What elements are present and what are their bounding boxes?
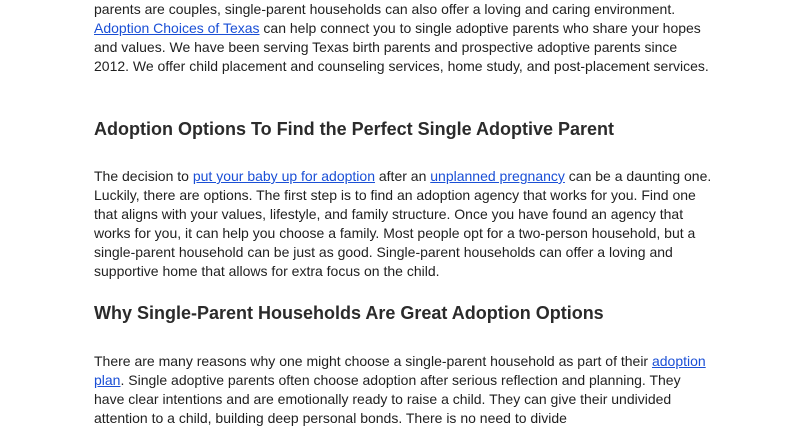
paragraph-text: . Single adoptive parents often choose adoption after serious reflection and planning. They have clear intentions and are emotionally ready to raise a child. They can give their undivided attention to a child, building deep personal bonds. There is no need to divide xyxy=(94,372,681,426)
paragraph-text: There are many reasons why one might choose a single-parent household as part of their xyxy=(94,353,652,369)
link-put-baby-up-for-adoption[interactable]: put your baby up for adoption xyxy=(192,168,375,184)
paragraph-text: parents are couples, single-parent households can also offer a loving and caring environment. xyxy=(94,1,676,17)
heading-why-single-parent: Why Single-Parent Households Are Great Adoption Options xyxy=(94,303,604,323)
paragraph-text: after an xyxy=(374,168,431,184)
link-unplanned-pregnancy[interactable]: unplanned pregnancy xyxy=(430,168,565,184)
paragraph-text: can help connect you to single adoptive parents who share your hopes and values. We have been serving Texas birth parents and prospective adoptive parents since 2012. We offer child placement and counseling services, home study, and post-placement services. xyxy=(94,20,709,74)
paragraph-text: The decision to xyxy=(94,168,193,184)
paragraph-adoption-decision xyxy=(94,167,714,281)
link-adoption-plan[interactable]: adoption plan xyxy=(94,353,706,388)
heading-adoption-options: Adoption Options To Find the Perfect Single Adoptive Parent xyxy=(94,119,615,139)
paragraph-reasons xyxy=(94,352,714,428)
paragraph-agency-intro xyxy=(94,0,714,76)
link-adoption-choices-of-texas[interactable]: Adoption Choices of Texas xyxy=(94,20,260,36)
paragraph-text: can be a daunting one. Luckily, there are options. The first step is to find an adoption agency that works for you. Find one that aligns with your values, lifestyle, and family structure. Once you have found an agency that works for you, it can help you choose a family. Most people opt for a two-person household, but a single-parent household can be just as good. Single-parent households can offer a loving and supportive home that allows for extra focus on the child. xyxy=(94,168,712,279)
